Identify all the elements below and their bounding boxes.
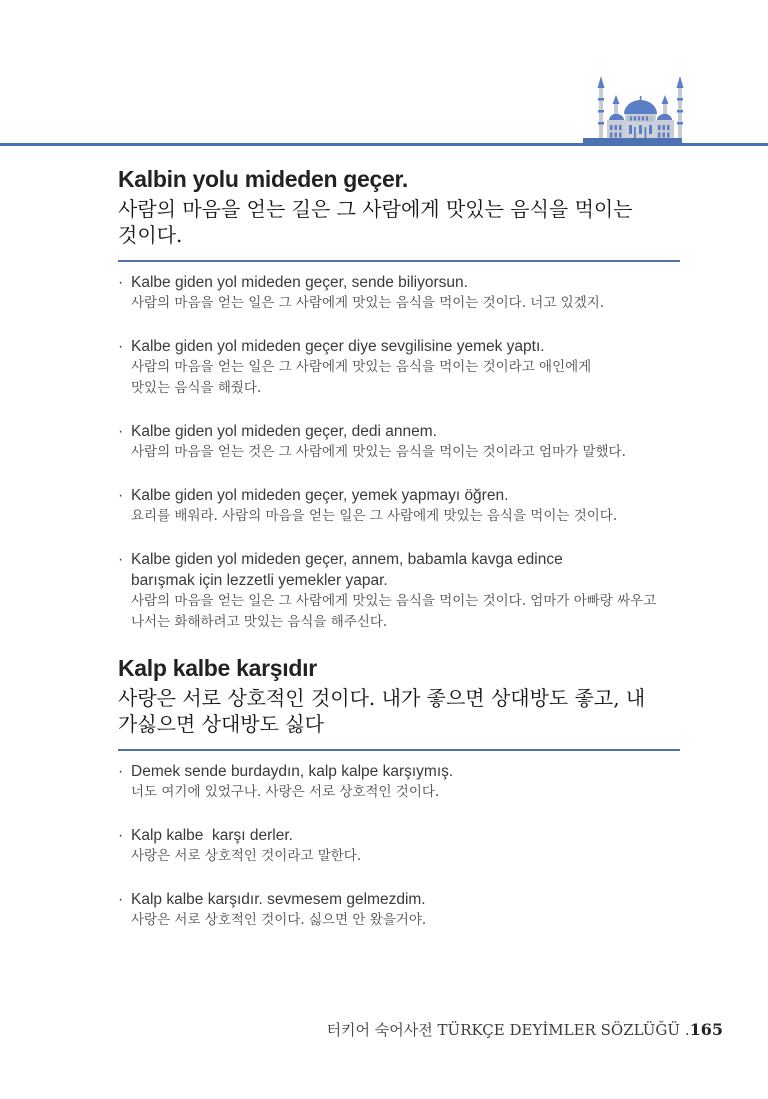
mosque-icon: [583, 70, 698, 147]
footer-korean-title: 터키어 숙어사전: [326, 1021, 433, 1039]
example-korean: 사랑은 서로 상호적인 것이라고 말한다.: [131, 848, 362, 864]
example-korean: 사랑은 서로 상호적인 것이다. 싫으면 안 왔을거야.: [131, 912, 427, 928]
example-korean: 나서는 화해하려고 맛있는 음식을 해주신다.: [131, 614, 388, 630]
example-list: [118, 272, 680, 633]
header-rule: [0, 143, 768, 146]
bullet-dot-icon: ·: [118, 423, 124, 440]
entry-meaning: [118, 196, 680, 248]
page-footer: [327, 1019, 723, 1040]
entry-divider: [118, 749, 680, 751]
meaning-line: 사람의 마음을 얻는 길은 그 사람에게 맛있는 음식을 먹이는: [118, 197, 633, 221]
example-turkish: · Kalp kalbe karşı derler.: [118, 827, 293, 844]
meaning-line: 가싫으면 상대방도 싫다: [118, 712, 324, 736]
bullet-dot-icon: ·: [118, 763, 124, 780]
entry-headword: Kalbin yolu mideden geçer.: [118, 166, 408, 192]
entry-meaning: [118, 685, 680, 737]
entry-headword: Kalp kalbe karşıdır: [118, 655, 317, 681]
page-number: 165: [689, 1020, 723, 1039]
example-korean: 너도 여기에 있었구나. 사랑은 서로 상호적인 것이다.: [131, 784, 440, 800]
bullet-dot-icon: ·: [118, 487, 124, 504]
bullet-dot-icon: ·: [118, 827, 124, 844]
footer-dot: .: [684, 1021, 690, 1039]
example-item: [118, 889, 680, 931]
bullet-dot-icon: ·: [118, 338, 124, 355]
example-list: [118, 761, 680, 931]
example-turkish: · Kalbe giden yol mideden geçer, yemek yapmayı öğren.: [118, 487, 509, 504]
example-item: [118, 485, 680, 527]
entry-kalbin-yolu: [118, 166, 680, 633]
example-korean: 요리를 배워라. 사람의 마음을 얻는 일은 그 사람에게 맛있는 음식을 먹이는 것이다.: [131, 508, 618, 524]
example-item: [118, 336, 680, 399]
example-korean: 사람의 마음을 얻는 것은 그 사람에게 맛있는 음식을 먹이는 것이라고 엄마가 말했다.: [131, 444, 626, 460]
example-korean: 사람의 마음을 얻는 일은 그 사람에게 맛있는 음식을 먹이는 것이다. 엄마가 아빠랑 싸우고: [131, 593, 657, 609]
example-korean: 맛있는 음식을 해줬다.: [131, 380, 262, 396]
meaning-line: 것이다.: [118, 223, 183, 247]
bullet-dot-icon: ·: [118, 551, 124, 568]
example-item: [118, 272, 680, 314]
example-item: [118, 761, 680, 803]
bullet-dot-icon: ·: [118, 891, 124, 908]
example-turkish: · Kalbe giden yol mideden geçer, sende biliyorsun.: [118, 274, 468, 291]
bullet-dot-icon: ·: [118, 274, 124, 291]
example-item: [118, 421, 680, 463]
example-turkish: barışmak için lezzetli yemekler yapar.: [131, 572, 388, 589]
entry-divider: [118, 260, 680, 262]
page-content: [118, 166, 680, 953]
example-turkish: · Kalbe giden yol mideden geçer diye sevgilisine yemek yaptı.: [118, 338, 545, 355]
meaning-line: 사랑은 서로 상호적인 것이다. 내가 좋으면 상대방도 좋고, 내: [118, 686, 646, 710]
example-item: [118, 549, 680, 633]
example-turkish: · Kalbe giden yol mideden geçer, annem, babamla kavga edince: [118, 551, 563, 568]
example-item: [118, 825, 680, 867]
example-turkish: · Kalp kalbe karşıdır. sevmesem gelmezdim.: [118, 891, 426, 908]
example-turkish: · Kalbe giden yol mideden geçer, dedi annem.: [118, 423, 437, 440]
example-turkish: · Demek sende burdaydın, kalp kalpe karşıymış.: [118, 763, 454, 780]
example-korean: 사람의 마음을 얻는 일은 그 사람에게 맛있는 음식을 먹이는 것이다. 너고 있겠지.: [131, 295, 605, 311]
entry-kalp-kalbe: [118, 655, 680, 931]
footer-turkish-title: TÜRKÇE DEYİMLER SÖZLÜĞÜ: [437, 1021, 681, 1039]
example-korean: 사람의 마음을 얻는 일은 그 사람에게 맛있는 음식을 먹이는 것이라고 애인에게: [131, 359, 592, 375]
